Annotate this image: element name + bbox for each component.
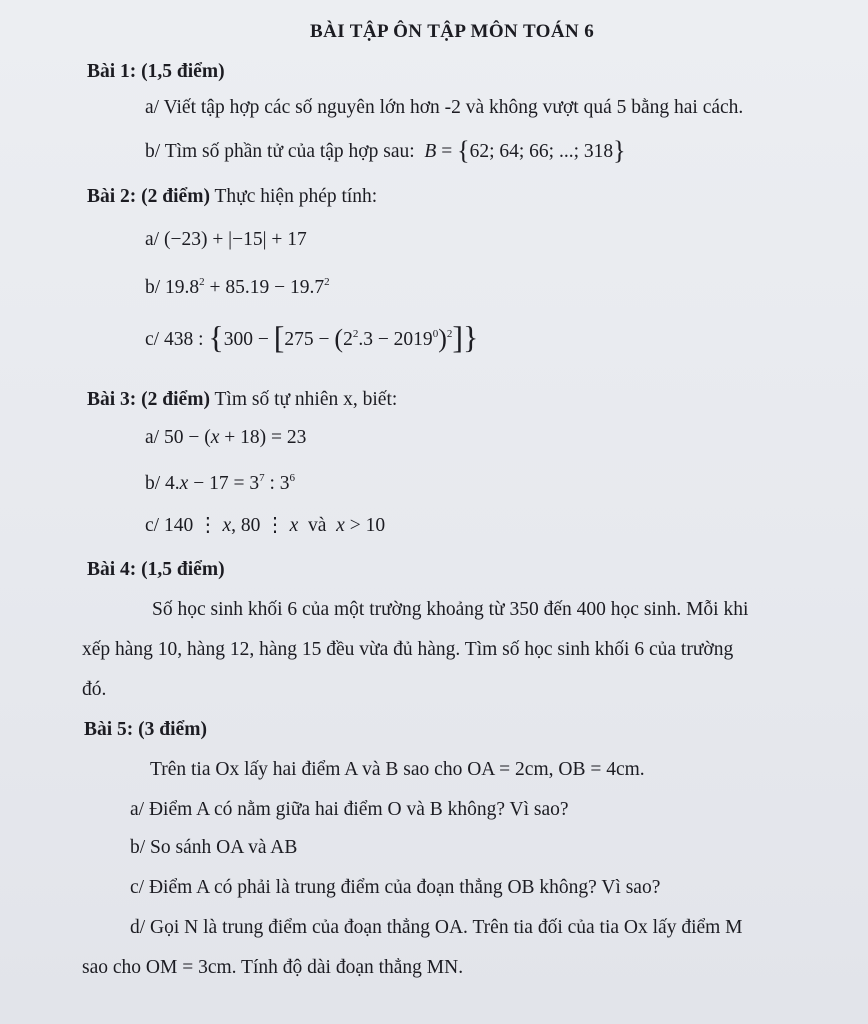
bai3-a: a/ 50 − (x + 18) = 23 <box>145 427 307 448</box>
bai1-heading: Bài 1: (1,5 điểm) <box>87 61 225 82</box>
bai4-line1: Số học sinh khối 6 của một trường khoảng từ 350 đến 400 học sinh. Mỗi khi <box>152 599 749 620</box>
bai5-c: c/ Điểm A có phải là trung điểm của đoạn thẳng OB không? Vì sao? <box>130 877 661 898</box>
bai3-b: b/ $4.x - 17 = 3^7$ : $3^6$ <box>145 472 295 494</box>
bai5-intro: Trên tia Ox lấy hai điểm A và B sao cho OA = 2cm, OB = 4cm. <box>150 759 645 780</box>
bai5-d-line2: sao cho OM = 3cm. Tính độ dài đoạn thẳng MN. <box>82 957 464 978</box>
bai1-a: a/ Viết tập hợp các số nguyên lớn hơn -2 và không vượt quá 5 bằng hai cách. <box>145 97 744 118</box>
bai2-a: a/ (−23) + |−15| + 17 <box>145 229 307 250</box>
bai2-heading: Bài 2: (2 điểm) Thực hiện phép tính: <box>87 186 378 207</box>
bai1-b: b/ Tìm số phần tử của tập hợp sau: B = {62; 64; 66; ...; 318} <box>145 136 626 165</box>
bai4-line2: xếp hàng 10, hàng 12, hàng 15 đều vừa đủ hàng. Tìm số học sinh khối 6 của trường <box>82 639 734 660</box>
bai3-c: c/ 140 ⋮ x, 80 ⋮ x và x > 10 <box>145 515 386 536</box>
bai3-heading: Bài 3: (2 điểm) Tìm số tự nhiên x, biết: <box>87 389 398 410</box>
bai4-heading: Bài 4: (1,5 điểm) <box>87 559 225 580</box>
bai5-a: a/ Điểm A có nằm giữa hai điểm O và B không? Vì sao? <box>130 799 569 820</box>
bai5-heading: Bài 5: (3 điểm) <box>84 719 207 740</box>
bai2-c: c/ 438 : $\{300 - [275 - (2^2.3 - 2019^0)^2]\}$ <box>145 319 479 355</box>
bai2-b: b/ $19.8^2 + 85.19 - 19.7^2$ <box>145 276 330 298</box>
bai5-b: b/ So sánh OA và AB <box>130 837 298 858</box>
bai4-line3: đó. <box>82 679 107 700</box>
page-title: BÀI TẬP ÔN TẬP MÔN TOÁN 6 <box>310 21 595 42</box>
bai5-d-line1: d/ Gọi N là trung điểm của đoạn thẳng OA. Trên tia đối của tia Ox lấy điểm M <box>130 917 743 938</box>
